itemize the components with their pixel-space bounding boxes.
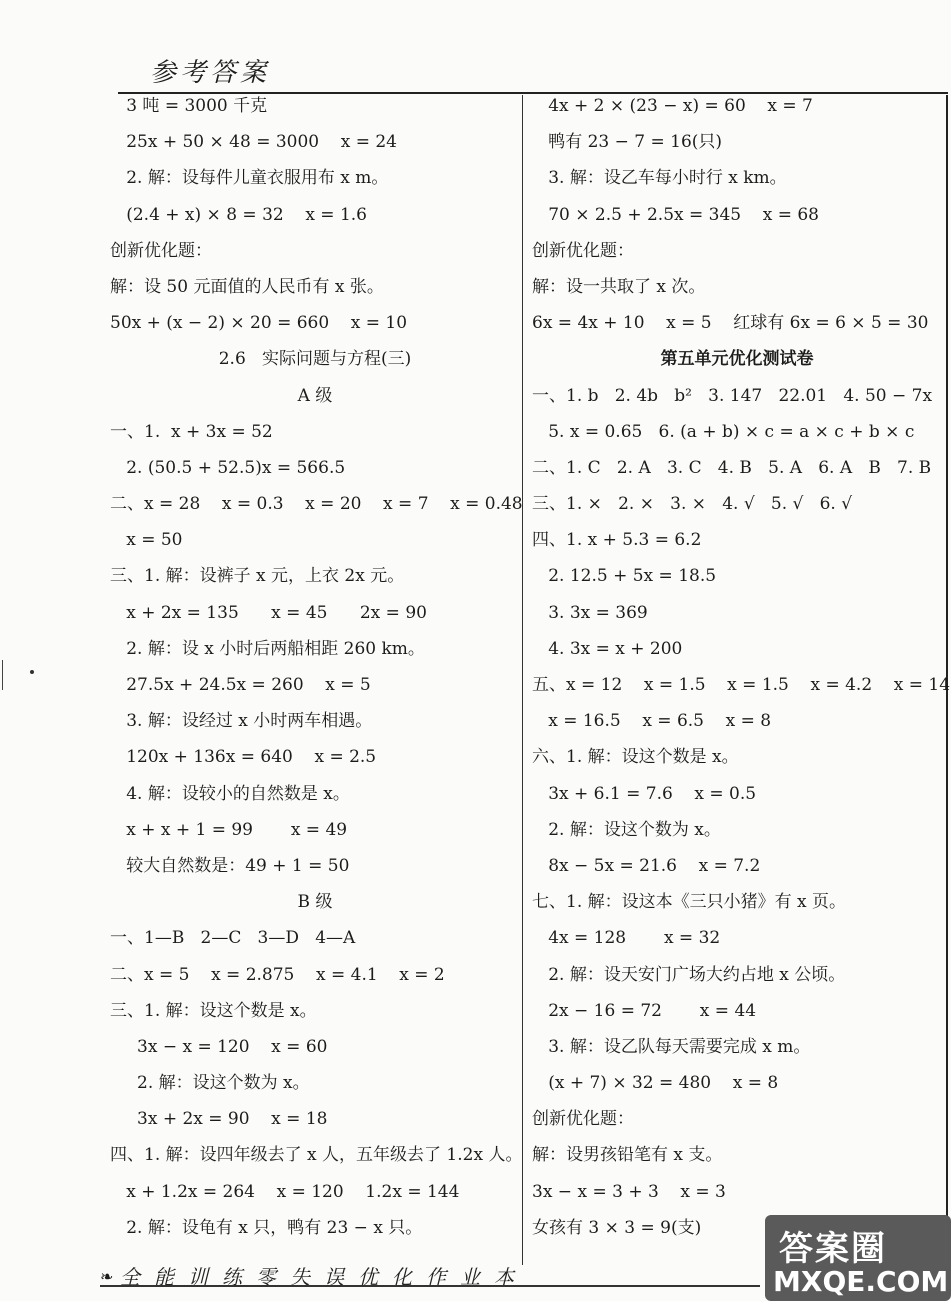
- answer-line: 鸭有 23 − 7 = 16(只): [532, 132, 723, 153]
- watermark-bottom-text: MXQE.COM: [773, 1265, 949, 1298]
- header-title: 参考答案: [150, 58, 271, 88]
- answer-line: 27.5x + 24.5x = 260 x = 5: [110, 675, 371, 695]
- answer-line: 2. 12.5 + 5x = 18.5: [532, 566, 717, 587]
- answer-line: 三、1. 解：设裤子 x 元，上衣 2x 元。: [110, 566, 405, 587]
- answer-line: 2. 解：设每件儿童衣服用布 x m。: [110, 168, 389, 189]
- answer-line: 3. 3x = 369: [532, 602, 648, 623]
- answer-line: 2. 解：设这个数为 x。: [110, 1073, 310, 1094]
- answer-line: x + x + 1 = 99 x = 49: [110, 819, 348, 840]
- answer-line: 六、1. 解：设这个数是 x。: [532, 747, 739, 768]
- answer-line: 50x + (x − 2) × 20 = 660 x = 10: [110, 313, 408, 334]
- answer-line: 解：设 50 元面值的人民币有 x 张。: [110, 276, 384, 297]
- answer-line: x + 2x = 135 x = 45 2x = 90: [110, 602, 427, 623]
- answer-line: 3. 解：设乙队每天需要完成 x m。: [532, 1036, 811, 1057]
- answer-line: 4. 3x = x + 200: [532, 638, 683, 659]
- answer-line: 4x + 2 × (23 − x) = 60 x = 7: [532, 96, 813, 116]
- answer-line: 二、1. C 2. A 3. C 4. B 5. A 6. A B 7. B: [532, 457, 932, 478]
- answer-line: 一、1—B 2—C 3—D 4—A: [110, 928, 356, 949]
- answer-line: 解：设男孩铅笔有 x 支。: [532, 1145, 723, 1166]
- footer-rule: [100, 1285, 760, 1287]
- right-column: [532, 88, 951, 1246]
- answer-line: 三、1. × 2. × 3. × 4. √ 5. √ 6. √: [532, 494, 853, 515]
- answer-line: 五、x = 12 x = 1.5 x = 1.5 x = 4.2 x = 14: [532, 675, 951, 695]
- answer-line: 25x + 50 × 48 = 3000 x = 24: [110, 132, 397, 153]
- leaf-icon: ❧: [100, 1267, 114, 1286]
- watermark-top-text: 答案圈: [779, 1229, 887, 1269]
- answer-line: A 级: [297, 385, 333, 406]
- answer-line: 四、1. x + 5.3 = 6.2: [532, 530, 702, 551]
- answer-line: 3x + 2x = 90 x = 18: [110, 1109, 328, 1130]
- answer-line: (x + 7) × 32 = 480 x = 8: [532, 1073, 779, 1094]
- answer-line: 3x − x = 120 x = 60: [110, 1036, 328, 1057]
- answer-line: 3x − x = 3 + 3 x = 3: [532, 1181, 726, 1202]
- answer-line: 创新优化题：: [532, 240, 634, 261]
- answer-line: 2.6 实际问题与方程(三): [218, 349, 412, 370]
- answer-line: 8x − 5x = 21.6 x = 7.2: [532, 855, 761, 876]
- answer-line: x = 50: [110, 530, 183, 551]
- footer-series-title: 全能训练零失误优化作业本: [120, 1265, 528, 1289]
- answer-line: 3. 解：设乙车每小时行 x km。: [532, 168, 787, 189]
- answer-line: 二、x = 28 x = 0.3 x = 20 x = 7 x = 0.48: [110, 494, 523, 515]
- answer-line: 2x − 16 = 72 x = 44: [532, 1000, 757, 1021]
- watermark-logo: [765, 1215, 951, 1301]
- answer-line: 120x + 136x = 640 x = 2.5: [110, 747, 377, 768]
- answer-line: 2. (50.5 + 52.5)x = 566.5: [110, 457, 346, 478]
- answer-line: 解：设一共取了 x 次。: [532, 276, 706, 297]
- answer-line: 三、1. 解：设这个数是 x。: [110, 1000, 317, 1021]
- answer-line: 3 吨 = 3000 千克: [110, 96, 268, 116]
- answer-line: 70 × 2.5 + 2.5x = 345 x = 68: [532, 204, 819, 225]
- answer-line: (2.4 + x) × 8 = 32 x = 1.6: [110, 204, 367, 225]
- answer-line: x = 16.5 x = 6.5 x = 8: [532, 711, 772, 732]
- answer-line: 女孩有 3 × 3 = 9(支): [532, 1217, 702, 1238]
- answer-line: 2. 解：设龟有 x 只，鸭有 23 − x 只。: [110, 1217, 423, 1238]
- answer-line: 七、1. 解：设这本《三只小猪》有 x 页。: [532, 892, 847, 913]
- margin-tick: [2, 660, 3, 690]
- left-column: [110, 88, 523, 1246]
- answer-line: 2. 解：设 x 小时后两船相距 260 km。: [110, 638, 425, 659]
- answer-line: 3. 解：设经过 x 小时两车相遇。: [110, 711, 373, 732]
- answer-line: 第五单元优化测试卷: [660, 349, 814, 370]
- footer: [100, 1255, 760, 1295]
- answer-line: 较大自然数是：49 + 1 = 50: [110, 855, 350, 876]
- answer-line: 2. 解：设这个数为 x。: [532, 819, 721, 840]
- answer-line: 一、1. x + 3x = 52: [110, 421, 273, 442]
- answer-line: 2. 解：设天安门广场大约占地 x 公顷。: [532, 964, 846, 985]
- answer-line: 6x = 4x + 10 x = 5 红球有 6x = 6 × 5 = 30: [532, 313, 929, 334]
- answer-line: B 级: [297, 892, 333, 913]
- answer-line: 创新优化题：: [110, 240, 212, 261]
- column-divider: [522, 95, 523, 1265]
- answer-line: 二、x = 5 x = 2.875 x = 4.1 x = 2: [110, 964, 445, 985]
- margin-dot: [30, 670, 34, 674]
- answer-line: 5. x = 0.65 6. (a + b) × c = a × c + b × c: [532, 421, 915, 442]
- answer-line: 3x + 6.1 = 7.6 x = 0.5: [532, 783, 757, 804]
- answer-line: 一、1. b 2. 4b b² 3. 147 22.01 4. 50 − 7x: [532, 385, 933, 406]
- answer-line: 创新优化题：: [532, 1109, 634, 1130]
- answer-line: 4. 解：设较小的自然数是 x。: [110, 783, 350, 804]
- answer-line: x + 1.2x = 264 x = 120 1.2x = 144: [110, 1181, 460, 1202]
- answer-line: 4x = 128 x = 32: [532, 928, 721, 949]
- answer-line: 四、1. 解：设四年级去了 x 人，五年级去了 1.2x 人。: [110, 1145, 523, 1166]
